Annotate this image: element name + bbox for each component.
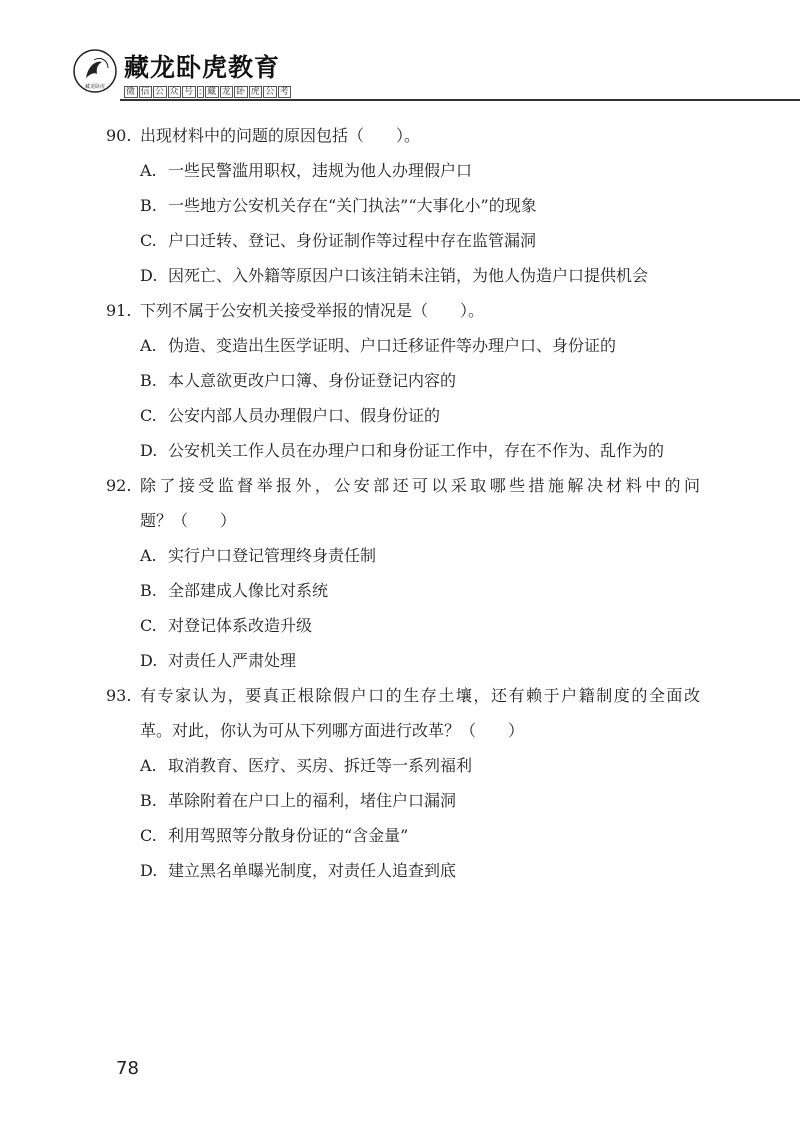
option-d bbox=[140, 643, 800, 678]
option-key: C. bbox=[140, 231, 157, 250]
option-key: C. bbox=[140, 406, 157, 425]
page-number: 78 bbox=[116, 1058, 139, 1079]
question-line bbox=[0, 468, 800, 503]
option-b bbox=[140, 573, 800, 608]
question-stem: 除了接受监督举报外，公安部还可以采取哪些措施解决材料中的问 bbox=[140, 476, 700, 495]
question-line bbox=[0, 678, 800, 713]
option-key: C. bbox=[140, 826, 157, 845]
brand-subtitle-char: 号 bbox=[184, 87, 194, 97]
brand-subtitle-char: 信 bbox=[140, 87, 151, 97]
option-key: A. bbox=[140, 546, 157, 565]
question-stem: 出现材料中的问题的原因包括（ ）。 bbox=[140, 126, 421, 145]
option-key: D. bbox=[140, 861, 158, 880]
brand-subtitle-char: 考 bbox=[279, 87, 290, 97]
question-line bbox=[0, 503, 800, 538]
option-key: A. bbox=[140, 756, 157, 775]
brand-subtitle-char: 公 bbox=[155, 87, 165, 97]
option-text: 实行户口登记管理终身责任制 bbox=[168, 546, 377, 565]
question-list bbox=[0, 118, 800, 888]
question-stem: 有专家认为，要真正根除假户口的生存土壤，还有赖于户籍制度的全面改 bbox=[140, 686, 700, 705]
brand-subtitle bbox=[124, 84, 292, 97]
question-line bbox=[0, 713, 800, 748]
option-text: 公安机关工作人员在办理户口和身份证工作中，存在不作为、乱作为的 bbox=[168, 441, 665, 460]
option-a bbox=[140, 538, 800, 573]
brand-subtitle-char: 龙 bbox=[221, 87, 232, 97]
option-text: 公安内部人员办理假户口、假身份证的 bbox=[168, 406, 441, 425]
option-d bbox=[140, 433, 800, 468]
brand-subtitle-char: 藏 bbox=[207, 87, 217, 97]
dragon-tiger-logo-icon bbox=[72, 48, 118, 94]
option-key: A. bbox=[140, 161, 157, 180]
page-header bbox=[0, 0, 800, 110]
option-b bbox=[140, 783, 800, 818]
option-a bbox=[140, 153, 800, 188]
question-stem: 革。对此，你认为可从下列哪方面进行改革？（ ） bbox=[140, 721, 525, 740]
option-c bbox=[140, 398, 800, 433]
option-c bbox=[140, 223, 800, 258]
question-line bbox=[0, 118, 800, 153]
option-a bbox=[140, 748, 800, 783]
option-d bbox=[140, 853, 800, 888]
question-stem: 下列不属于公安机关接受举报的情况是（ ）。 bbox=[140, 301, 485, 320]
brand-subtitle-char: 微 bbox=[126, 87, 136, 97]
brand-subtitle-char: 公 bbox=[265, 87, 275, 97]
brand-subtitle-char: : bbox=[198, 87, 203, 97]
question-number: 90. bbox=[106, 126, 132, 145]
option-text: 一些民警滥用职权，违规为他人办理假户口 bbox=[168, 161, 473, 180]
option-text: 一些地方公安机关存在“关门执法”“大事化小”的现象 bbox=[168, 196, 537, 215]
option-text: 对责任人严肃处理 bbox=[168, 651, 297, 670]
option-b bbox=[140, 188, 800, 223]
question-number: 91. bbox=[106, 301, 132, 320]
option-c bbox=[140, 818, 800, 853]
logo-caption: 藏龙卧虎 bbox=[84, 84, 106, 90]
question-number: 93. bbox=[106, 686, 132, 705]
option-key: B. bbox=[140, 371, 157, 390]
option-key: D. bbox=[140, 441, 158, 460]
option-text: 建立黑名单曝光制度，对责任人追查到底 bbox=[168, 861, 457, 880]
question-number: 92. bbox=[106, 476, 132, 495]
option-key: C. bbox=[140, 616, 157, 635]
header-rule bbox=[120, 99, 800, 101]
option-text: 对登记体系改造升级 bbox=[168, 616, 313, 635]
option-text: 本人意欲更改户口簿、身份证登记内容的 bbox=[168, 371, 457, 390]
option-key: D. bbox=[140, 266, 158, 285]
option-key: B. bbox=[140, 581, 157, 600]
question-91 bbox=[0, 293, 800, 468]
option-key: B. bbox=[140, 196, 157, 215]
question-line bbox=[0, 293, 800, 328]
brand-subtitle-char: 卧 bbox=[236, 87, 246, 97]
option-a bbox=[140, 328, 800, 363]
option-c bbox=[140, 608, 800, 643]
brand-name: 藏龙卧虎教育 bbox=[124, 53, 281, 82]
brand-subtitle-char: 虎 bbox=[250, 87, 261, 97]
question-stem: 题？（ ） bbox=[140, 511, 237, 530]
option-text: 全部建成人像比对系统 bbox=[168, 581, 329, 600]
option-text: 利用驾照等分散身份证的“含金量” bbox=[168, 826, 409, 845]
option-d bbox=[140, 258, 800, 293]
option-key: A. bbox=[140, 336, 157, 355]
question-93 bbox=[0, 678, 800, 888]
option-text: 取消教育、医疗、买房、拆迁等一系列福利 bbox=[168, 756, 473, 775]
option-text: 户口迁转、登记、身份证制作等过程中存在监管漏洞 bbox=[168, 231, 537, 250]
brand-subtitle-char: 众 bbox=[169, 87, 180, 97]
option-text: 革除附着在户口上的福利，堵住户口漏洞 bbox=[168, 791, 457, 810]
option-text: 因死亡、入外籍等原因户口该注销未注销，为他人伪造户口提供机会 bbox=[168, 266, 649, 285]
question-92 bbox=[0, 468, 800, 678]
option-text: 伪造、变造出生医学证明、户口迁移证件等办理户口、身份证的 bbox=[168, 336, 617, 355]
question-90 bbox=[0, 118, 800, 293]
option-key: D. bbox=[140, 651, 158, 670]
option-key: B. bbox=[140, 791, 157, 810]
option-b bbox=[140, 363, 800, 398]
